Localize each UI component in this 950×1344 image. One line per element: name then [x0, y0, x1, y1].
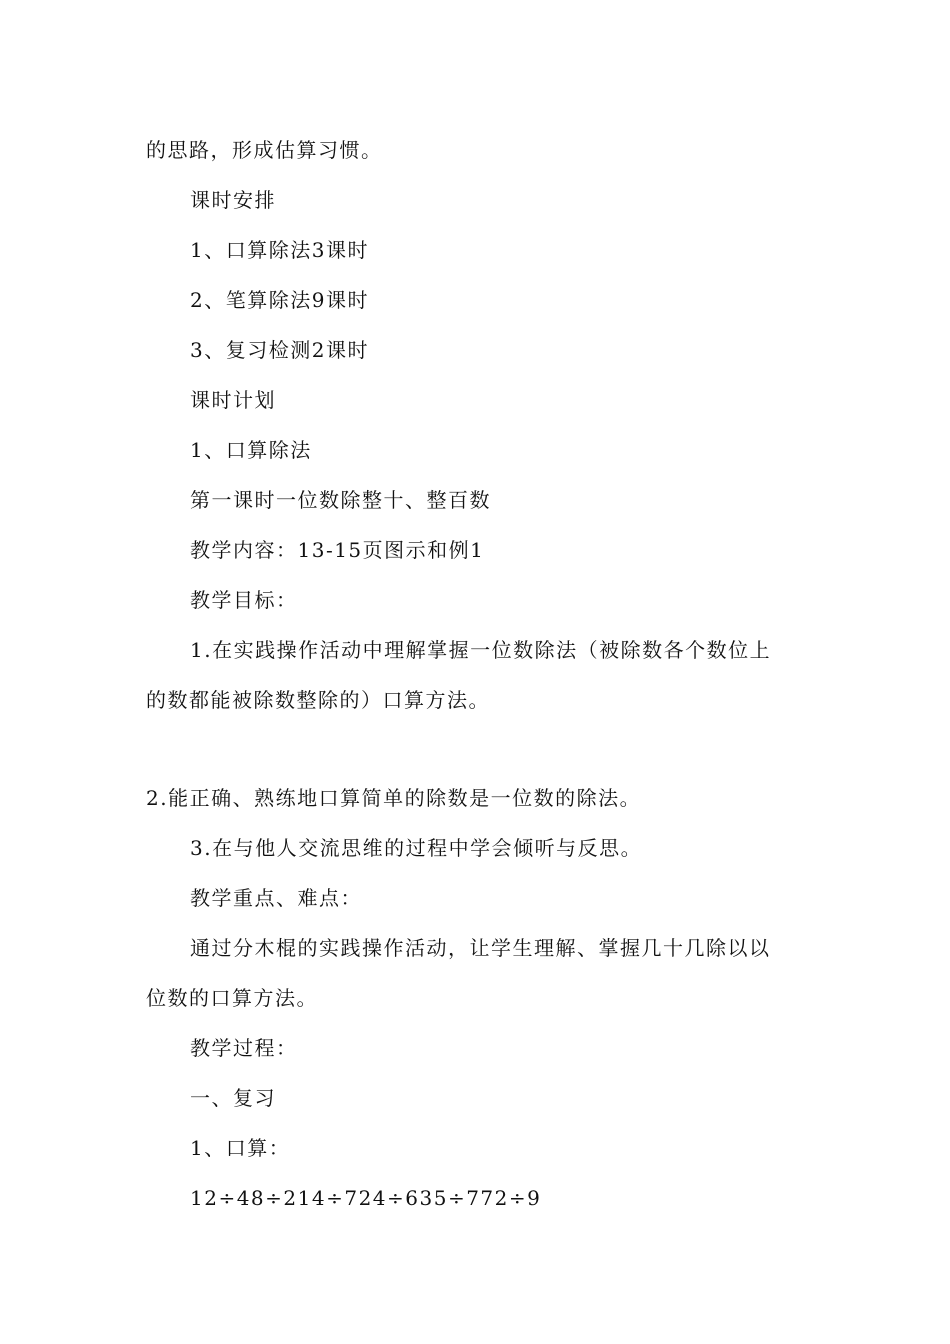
lesson-title: 第一课时一位数除整十、整百数 [190, 488, 491, 512]
paragraph-line: 的思路，形成估算习惯。 [146, 138, 383, 162]
goal-item-continuation: 的数都能被除数整除的）口算方法。 [146, 688, 490, 712]
list-item: 1、口算除法 [190, 438, 312, 462]
calc-expression: 12÷48÷214÷724÷635÷772÷9 [190, 1186, 542, 1210]
key-points-heading: 教学重点、难点： [190, 886, 362, 910]
list-item: 2、笔算除法9课时 [190, 288, 369, 312]
goal-item: 2.能正确、熟练地口算简单的除数是一位数的除法。 [146, 786, 642, 810]
teaching-content: 教学内容：13-15页图示和例1 [190, 538, 485, 562]
review-heading: 一、复习 [190, 1086, 276, 1110]
goal-item: 3.在与他人交流思维的过程中学会倾听与反思。 [190, 836, 643, 860]
section-heading-plan: 课时计划 [190, 388, 276, 412]
teaching-process-heading: 教学过程： [190, 1036, 298, 1060]
mental-calc-heading: 1、口算： [190, 1136, 291, 1160]
list-item: 1、口算除法3课时 [190, 238, 369, 262]
list-item: 3、复习检测2课时 [190, 338, 369, 362]
key-points-text: 通过分木棍的实践操作活动，让学生理解、掌握几十几除以以 [190, 936, 771, 960]
teaching-goals-heading: 教学目标： [190, 588, 298, 612]
key-points-text-continuation: 位数的口算方法。 [146, 986, 318, 1010]
goal-item: 1.在实践操作活动中理解掌握一位数除法（被除数各个数位上 [190, 638, 772, 662]
section-heading-schedule: 课时安排 [190, 188, 276, 212]
